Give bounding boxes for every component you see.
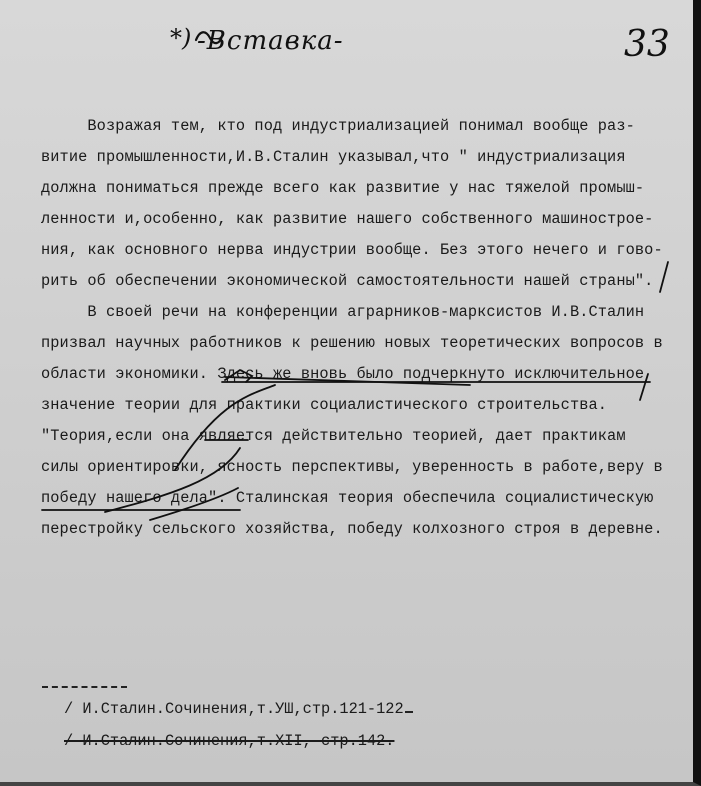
body-line: перестройку сельского хозяйства, победу колхозного строя в деревне. [41,520,663,538]
body-line: витие промышленности,И.В.Сталин указывал,что " индустриализация [41,148,626,166]
body-line: должна пониматься прежде всего как развитие у нас тяжелой промыш- [41,179,645,197]
body-line: Возражая тем, кто под индустриализацией понимал вообще раз- [41,117,635,135]
body-line: победу нашего дела". Сталинская теория обеспечила социалистическую [41,489,654,507]
body-line: В своей речи на конференции аграрников-марксистов И.В.Сталин [41,303,645,321]
footnote-rule [42,686,127,688]
footnote-1: / И.Сталин.Сочинения,т.УШ,стр.121-122 [64,700,413,718]
body-line: ния, как основного нерва индустрии вообще. Без этого нечего и гово- [41,241,663,259]
body-text [41,111,681,545]
body-line: значение теории для практики социалистического строительства. [41,396,608,414]
body-line: призвал научных работников к решению новых теоретических вопросов в [41,334,663,352]
insert-label: -Вставка- [197,26,344,56]
footnote-2-struck: / И.Сталин.Сочинения,т.XII, стр.142. [64,732,395,750]
page-number: 33 [624,24,670,65]
body-line: ленности и,особенно, как развитие нашего собственного машинострое- [41,210,654,228]
body-line: "Теория,если она является действительно теорией, дает практикам [41,427,626,445]
body-line: области экономики. Здесь же вновь было подчеркнуто исключительное [41,365,645,383]
insert-mark: *) [170,24,192,52]
body-line: рить об обеспечении экономической самостоятельности нашей страны". [41,272,654,290]
body-line: силы ориентировки, ясность перспективы, уверенность в работе,веру в [41,458,663,476]
